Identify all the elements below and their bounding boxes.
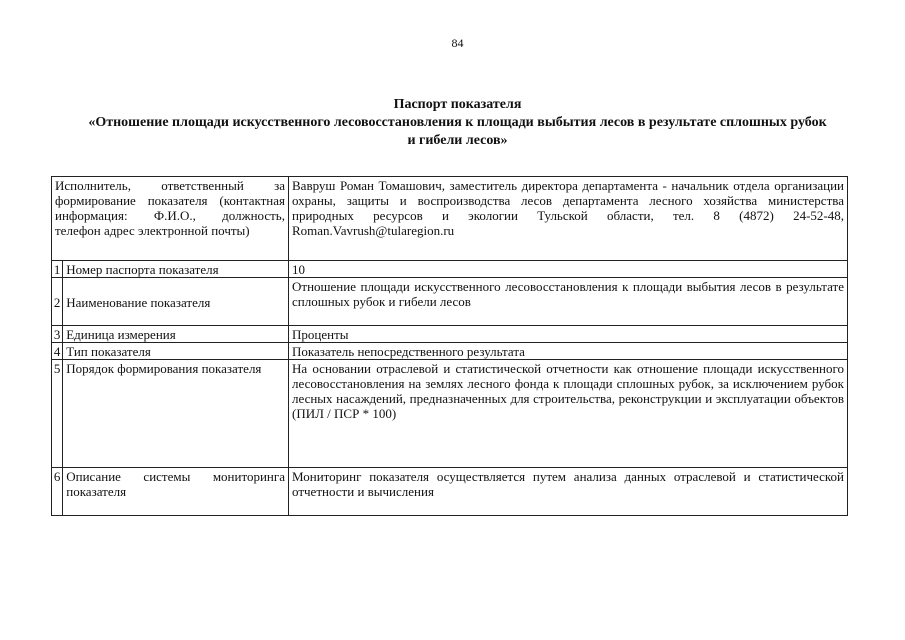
row-value: Проценты bbox=[289, 326, 848, 343]
table-row bbox=[52, 261, 848, 278]
table-row bbox=[52, 326, 848, 343]
row-number: 5 bbox=[52, 360, 63, 468]
row-label: Номер паспорта показателя bbox=[63, 261, 289, 278]
passport-table bbox=[51, 176, 848, 516]
row-label: Описание системы мониторинга показателя bbox=[63, 468, 289, 516]
row-label: Наименование показателя bbox=[63, 278, 289, 326]
row-label: Порядок формирования показателя bbox=[63, 360, 289, 468]
row-label: Единица измерения bbox=[63, 326, 289, 343]
row-number: 6 bbox=[52, 468, 63, 516]
row-number: 1 bbox=[52, 261, 63, 278]
title-indicator-name: «Отношение площади искусственного лесовосстановления к площади выбытия лесов в результате сплошных рубок bbox=[88, 115, 827, 130]
row-value: Показатель непосредственного результата bbox=[289, 343, 848, 360]
document-title bbox=[40, 96, 875, 150]
row-value: 10 bbox=[289, 261, 848, 278]
page-number: 84 bbox=[451, 36, 464, 50]
row-value: На основании отраслевой и статистической отчетности как отношение площади искусственного лесовосстановления на землях лесного фонда к площади сплошных рубок, за исключением рубок лесных насаждений, предназначенных для строительства, реконструкции и эксплуатации объектов (ПИЛ / ПСР * 100) bbox=[289, 360, 848, 468]
row-number: 2 bbox=[52, 278, 63, 326]
responsible-value: Вавруш Роман Томашович, заместитель директора департамента - начальник отдела организации охраны, защиты и воспроизводства лесов департамента лесного хозяйства министерства природных ресурсов и экологии Тульской области, тел. 8 (4872) 24-52-48, Roman.Vavrush@tularegion.ru bbox=[289, 177, 848, 261]
row-number: 3 bbox=[52, 326, 63, 343]
row-value: Мониторинг показателя осуществляется путем анализа данных отраслевой и статистической отчетности и вычисления bbox=[289, 468, 848, 516]
row-number: 4 bbox=[52, 343, 63, 360]
responsible-label: Исполнитель, ответственный за формирование показателя (контактная информация: Ф.И.О., должность, телефон адрес электронной почты) bbox=[52, 177, 289, 261]
row-label: Тип показателя bbox=[63, 343, 289, 360]
row-value: Отношение площади искусственного лесовосстановления к площади выбытия лесов в результате сплошных рубок и гибели лесов bbox=[289, 278, 848, 326]
table-row-responsible bbox=[52, 177, 848, 261]
title-indicator-name-end: и гибели лесов» bbox=[407, 133, 508, 148]
title-heading: Паспорт показателя bbox=[393, 97, 522, 112]
table-row bbox=[52, 468, 848, 516]
table-row bbox=[52, 343, 848, 360]
table-row bbox=[52, 360, 848, 468]
table-row bbox=[52, 278, 848, 326]
